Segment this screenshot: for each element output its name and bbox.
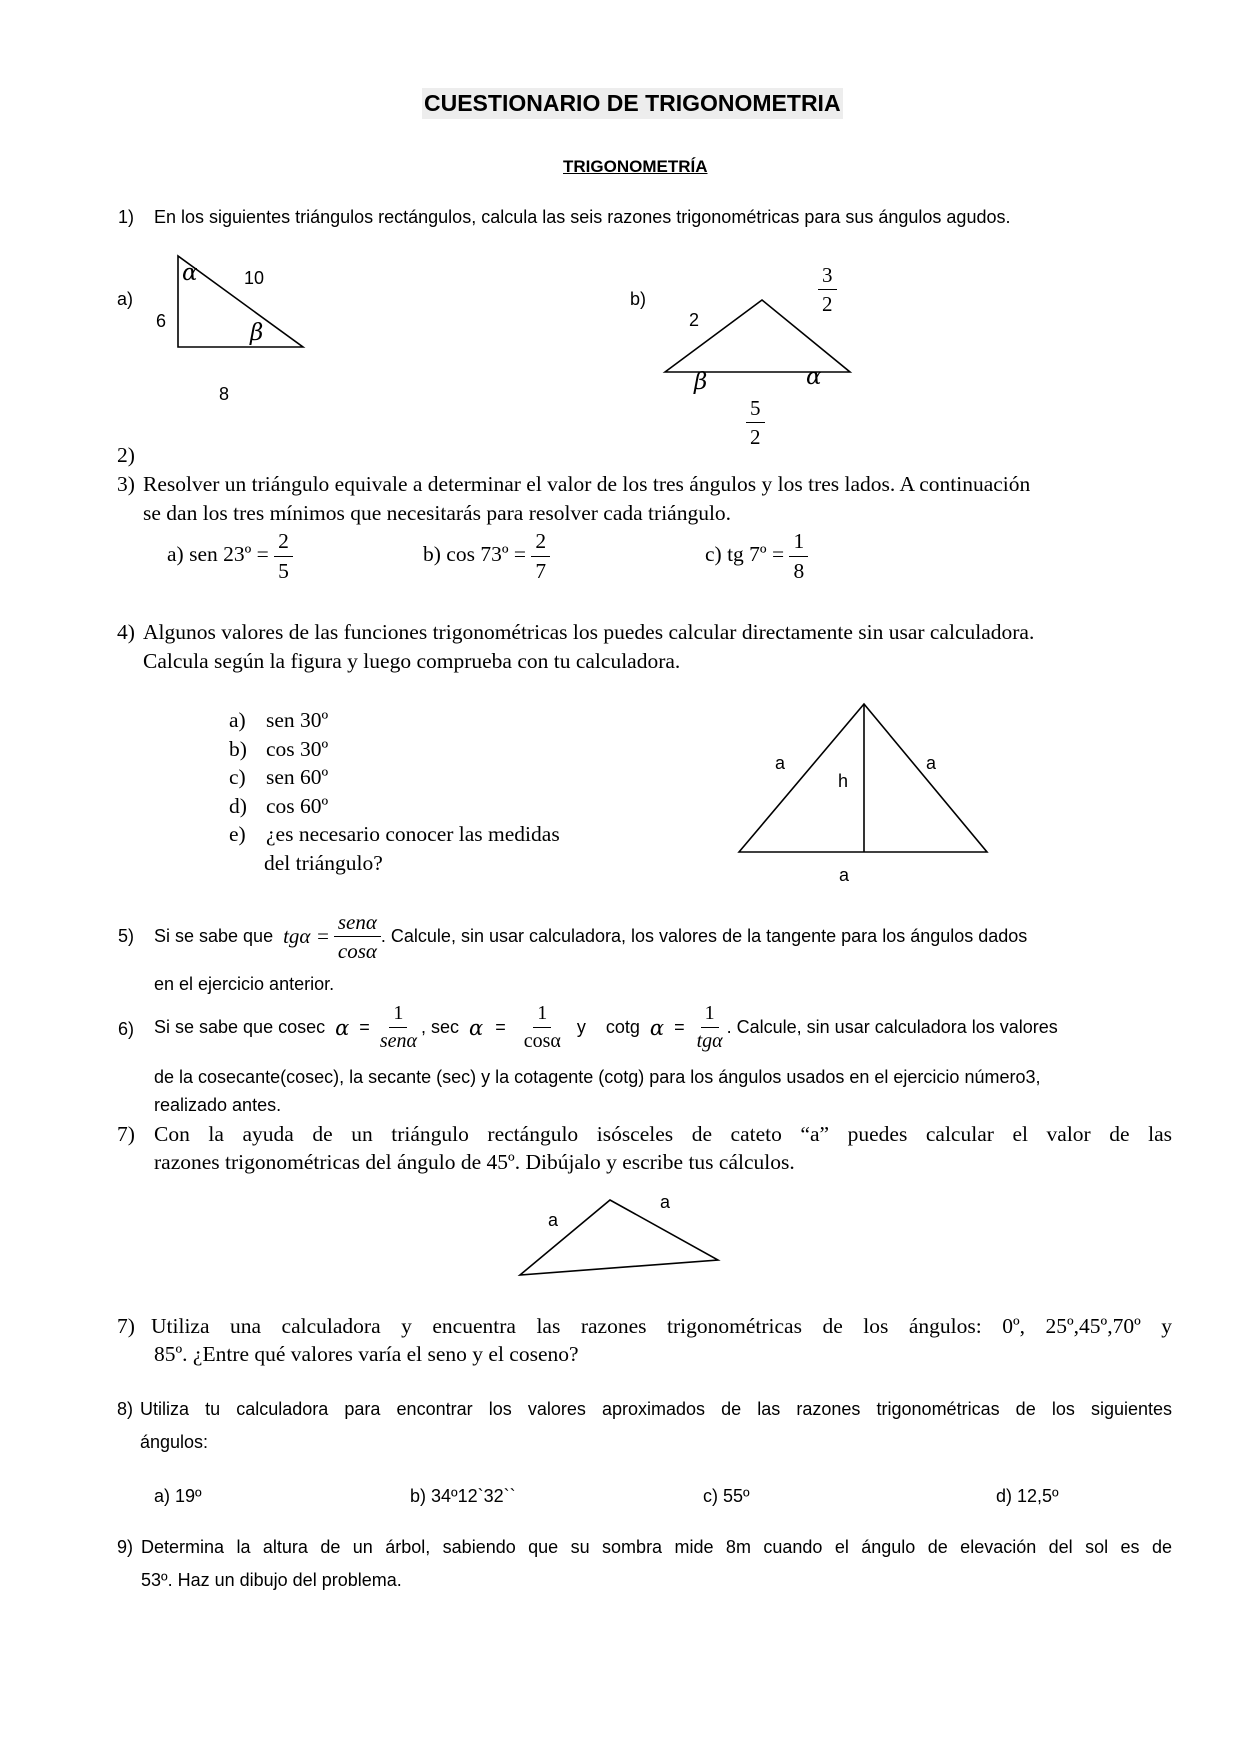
q3-number: 3): [117, 472, 135, 496]
q6-number: 6): [118, 1019, 135, 1039]
q3-line-1: Resolver un triángulo equivale a determinar el valor de los tres ángulos y los tres lados. A continuación: [143, 472, 1031, 496]
triangle-b-beta: β: [694, 369, 708, 395]
q8-line-2: ángulos:: [140, 1432, 209, 1452]
q8-number: 8): [117, 1399, 134, 1419]
q9-line-1: Determina la altura de un árbol, sabiendo que su sombra mide 8m cuando el ángulo de elevación del sol es de: [141, 1537, 1172, 1557]
figure-height: h: [838, 771, 849, 791]
fraction-denominator: 5: [278, 558, 289, 583]
q6-cotg: cotg: [605, 1017, 640, 1037]
list-item: [229, 792, 560, 821]
fraction-numerator: 2: [531, 530, 550, 557]
fraction-denominator: cosα: [337, 939, 377, 964]
q6-line-2: de la cosecante(cosec), la secante (sec) y la cotagente (cotg) para los ángulos usados en el ejercicio número3,: [154, 1067, 1041, 1087]
list-item-label: a): [229, 708, 246, 732]
q1-text: En los siguientes triángulos rectángulos, calcula las seis razones trigonométricas para sus ángulos agudos.: [154, 207, 1011, 227]
q7b-number: 7): [117, 1314, 135, 1338]
q8-item-b: b) 34º12`32``: [410, 1486, 516, 1506]
triangle-a-alpha: α: [182, 260, 198, 286]
q5-number: 5): [118, 926, 135, 946]
list-item-continuation: [229, 849, 560, 878]
q2-number: 2): [117, 443, 135, 467]
q6-equals-1: =: [359, 1017, 370, 1037]
fraction-denominator: tgα: [696, 1030, 723, 1052]
q8-item-d: d) 12,5º: [996, 1486, 1059, 1506]
list-item: [229, 763, 560, 792]
q1-a-label: a): [117, 289, 134, 309]
figure-side-right: a: [926, 753, 937, 773]
fraction-denominator: senα: [379, 1030, 417, 1052]
q4-subquestions: [229, 706, 560, 877]
list-item-label: b): [229, 736, 247, 761]
figure-side-left: a: [548, 1210, 559, 1230]
triangle-a-beta: β: [250, 320, 264, 346]
q6-line-1: [154, 1003, 1058, 1052]
q3-item-a: [167, 530, 293, 582]
q7a-line-1: Con la ayuda de un triángulo rectángulo isósceles de cateto “a” puedes calcular el valor de las: [154, 1122, 1172, 1146]
fraction-denominator: 2: [750, 425, 761, 450]
list-item-text: sen 30º: [266, 708, 329, 732]
fraction-numerator: 1: [701, 1003, 719, 1028]
triangle-b-alpha: α: [806, 364, 822, 390]
q4-number: 4): [117, 620, 135, 644]
q9-line-2: 53º. Haz un dibujo del problema.: [141, 1570, 402, 1590]
q5-line-2: en el ejercicio anterior.: [154, 974, 335, 994]
q7a-number: 7): [117, 1122, 135, 1146]
q3-item-c-label: c) tg 7º =: [705, 542, 785, 566]
list-item-text: cos 30º: [266, 736, 329, 761]
fraction-numerator: 5: [746, 397, 765, 423]
list-item-label: c): [229, 765, 246, 789]
fraction-numerator: 1: [533, 1003, 551, 1028]
equilateral-triangle-figure: [735, 700, 991, 857]
list-item-label: d): [229, 793, 247, 818]
figure-base: a: [839, 865, 850, 885]
q3-item-a-label: a) sen 23º =: [167, 542, 269, 566]
q3-item-c: [705, 530, 808, 582]
list-item-label: e): [229, 822, 246, 846]
q5-pre: Si se sabe que: [154, 926, 274, 947]
q7b-line-1: Utiliza una calculadora y encuentra las razones trigonométricas de los ángulos: 0º, 25º,45º,70º y: [151, 1314, 1172, 1338]
list-item-text: sen 60º: [266, 765, 329, 789]
fraction-denominator: 8: [793, 558, 805, 583]
q9-number: 9): [117, 1537, 134, 1557]
fraction-numerator: senα: [334, 911, 381, 937]
q1-number: 1): [118, 207, 135, 227]
q3-item-b-label: b) cos 73º =: [423, 542, 526, 566]
q3-line-2: se dan los tres mínimos que necesitarás para resolver cada triángulo.: [143, 501, 732, 525]
list-item: [229, 820, 560, 849]
q5-post: . Calcule, sin usar calculadora, los valores de la tangente para los ángulos dados: [380, 926, 1028, 947]
q8-item-c: c) 55º: [703, 1486, 750, 1506]
q4-line-2: Calcula según la figura y luego comprueba con tu calculadora.: [143, 649, 681, 673]
list-item: [229, 706, 560, 735]
triangle-a-horizontal-leg: 8: [219, 384, 230, 404]
section-heading: TRIGONOMETRÍA: [563, 157, 708, 176]
fraction-denominator: cosα: [523, 1030, 561, 1052]
list-item-text: del triángulo?: [264, 850, 383, 875]
figure-side-right: a: [660, 1192, 671, 1212]
q6-post: . Calcule, sin usar calculadora los valores: [726, 1017, 1058, 1037]
triangle-b-left-side: 2: [689, 310, 700, 330]
triangle-b-right-side: [818, 264, 837, 315]
fraction-numerator: 1: [789, 530, 808, 557]
q8-item-a: a) 19º: [154, 1486, 202, 1506]
q6-alpha-2: α: [469, 1015, 484, 1040]
q6-alpha-3: α: [649, 1015, 665, 1040]
fraction-numerator: 3: [818, 264, 837, 290]
q6-pre: Si se sabe que cosec: [154, 1017, 326, 1037]
q7b-line-2: 85º. ¿Entre qué valores varía el seno y el coseno?: [154, 1342, 579, 1366]
triangle-a-vertical-leg: 6: [156, 311, 167, 331]
q6-equals-3: =: [674, 1017, 685, 1037]
q8-line-1: Utiliza tu calculadora para encontrar los valores aproximados de las razones trigonométricas de los siguientes: [140, 1399, 1172, 1419]
q5-line-1: [154, 911, 1027, 962]
triangle-b-base: [746, 397, 765, 448]
fraction-denominator: 2: [822, 292, 833, 317]
q6-y: y: [576, 1017, 586, 1037]
q5-lhs: tgα =: [283, 924, 330, 949]
list-item-text: ¿es necesario conocer las medidas: [266, 822, 560, 846]
q7a-line-2: razones trigonométricas del ángulo de 45º. Dibújalo y escribe tus cálculos.: [154, 1150, 795, 1174]
list-item: [229, 735, 560, 764]
isosceles-triangle-figure: [516, 1194, 722, 1280]
page-title: CUESTIONARIO DE TRIGONOMETRIA: [422, 88, 843, 119]
q6-sec: , sec: [420, 1017, 459, 1037]
triangle-a-hypotenuse: 10: [244, 268, 265, 288]
q3-item-b: [423, 530, 550, 582]
list-item-text: cos 60º: [266, 793, 329, 818]
q6-equals-2: =: [495, 1017, 506, 1037]
q4-line-1: Algunos valores de las funciones trigonométricas los puedes calcular directamente sin usar calculadora.: [143, 620, 1035, 644]
q6-line-3: realizado antes.: [154, 1095, 282, 1115]
fraction-denominator: 7: [535, 558, 547, 583]
q1-b-label: b): [630, 289, 647, 309]
figure-side-left: a: [775, 753, 786, 773]
fraction-numerator: 1: [389, 1003, 407, 1028]
fraction-numerator: 2: [274, 530, 293, 557]
q6-alpha-1: α: [335, 1015, 350, 1040]
